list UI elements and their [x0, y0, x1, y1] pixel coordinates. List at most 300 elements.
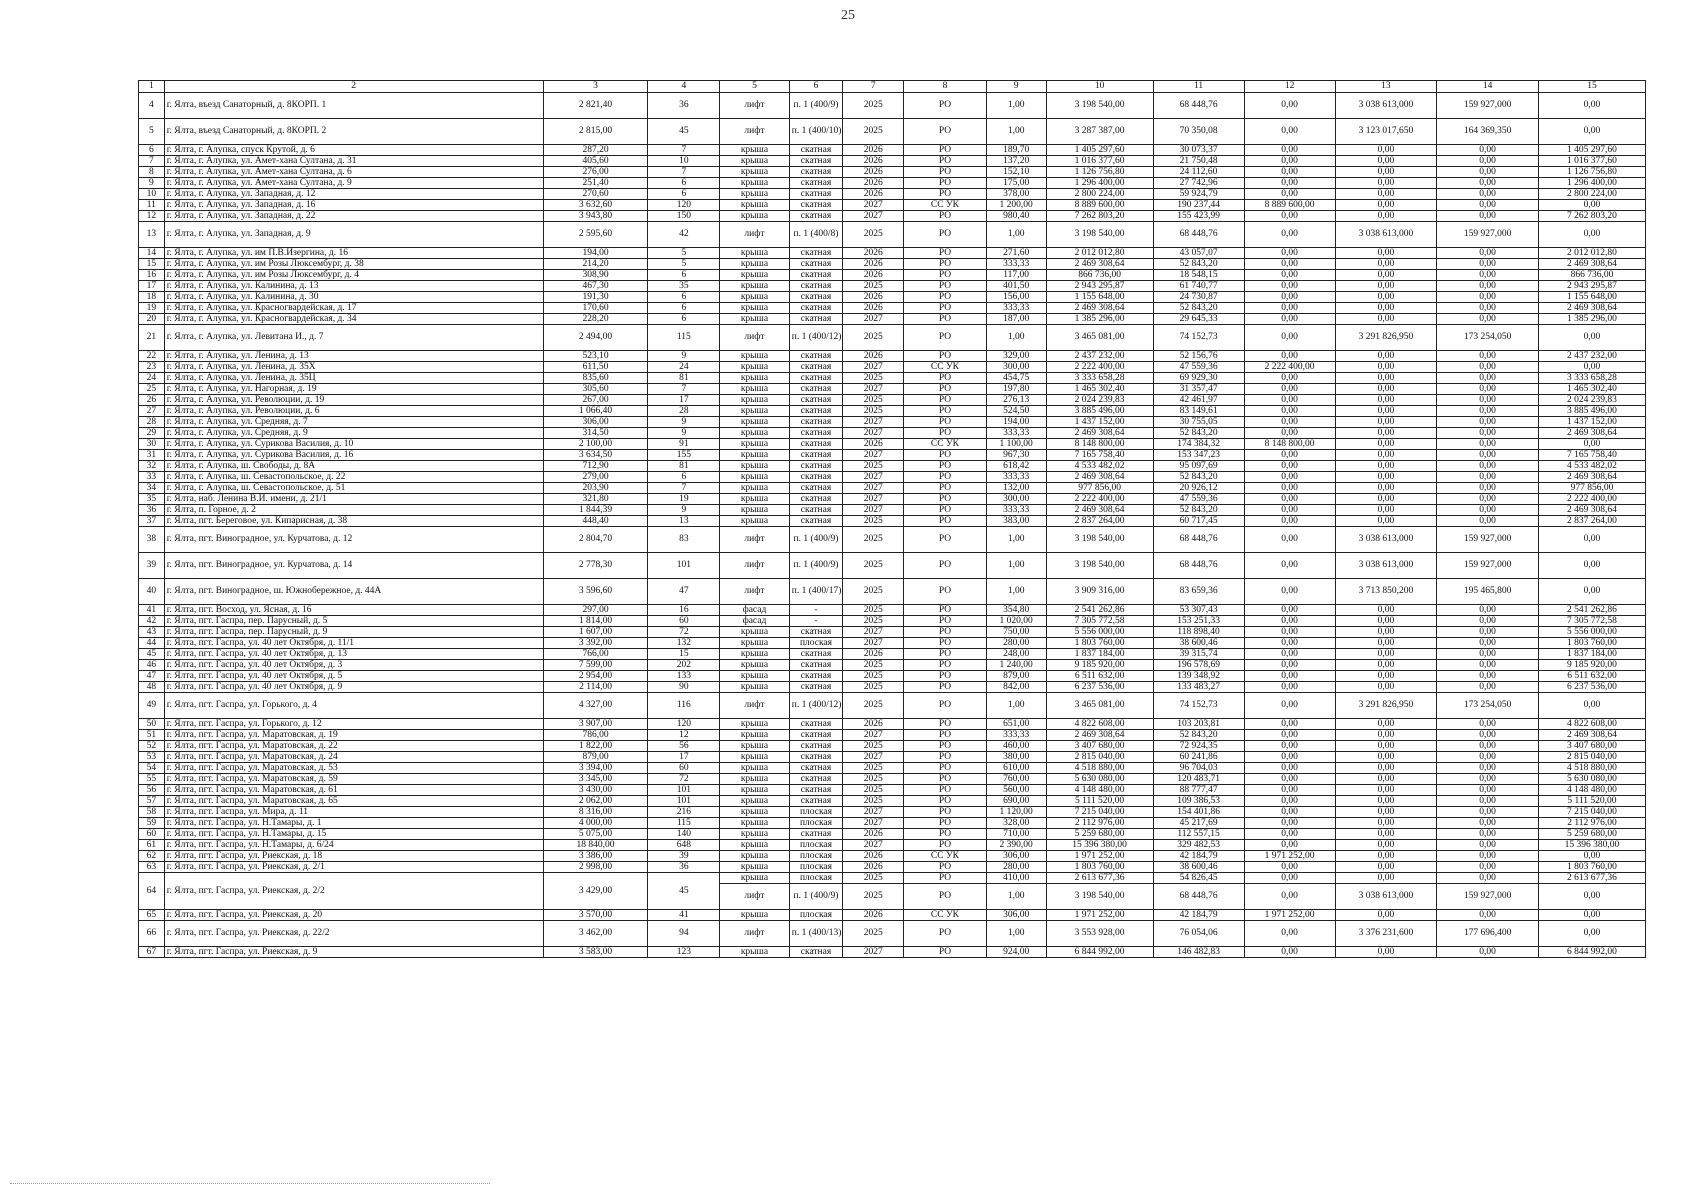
count-cell: 12 — [648, 730, 720, 741]
col-11-cell: 83 149,61 — [1153, 406, 1244, 417]
element-cell: крыша — [720, 178, 790, 189]
table-row — [139, 483, 1646, 494]
col-12-cell: 0,00 — [1244, 270, 1335, 281]
year-cell: 2025 — [843, 884, 904, 910]
col-14-cell: 0,00 — [1437, 671, 1539, 682]
col-12-cell: 0,00 — [1244, 417, 1335, 428]
type-cell: п. 1 (400/9) — [789, 527, 843, 553]
count-cell: 16 — [648, 605, 720, 616]
volume-cell: 924,00 — [986, 947, 1046, 958]
year-cell: 2026 — [843, 178, 904, 189]
total-cost-cell: 15 396 380,00 — [1046, 840, 1153, 851]
count-cell: 19 — [648, 494, 720, 505]
volume-cell: 271,60 — [986, 248, 1046, 259]
total-cost-cell: 2 469 308,64 — [1046, 472, 1153, 483]
element-cell: крыша — [720, 730, 790, 741]
col-11-cell: 153 251,33 — [1153, 616, 1244, 627]
source-cell: РО — [904, 616, 986, 627]
element-cell: крыша — [720, 384, 790, 395]
col-12-cell: 0,00 — [1244, 292, 1335, 303]
count-cell: 132 — [648, 638, 720, 649]
total-cost-cell: 2 469 308,64 — [1046, 730, 1153, 741]
area-cell: 191,30 — [543, 292, 648, 303]
type-cell: скатная — [789, 829, 843, 840]
area-cell: 1 822,00 — [543, 741, 648, 752]
year-cell: 2027 — [843, 840, 904, 851]
col-13-cell: 0,00 — [1335, 807, 1437, 818]
col-12-cell: 0,00 — [1244, 660, 1335, 671]
year-cell: 2027 — [843, 314, 904, 325]
type-cell: скатная — [789, 384, 843, 395]
col-11-cell: 70 350,08 — [1153, 119, 1244, 145]
address-cell: г. Ялта, г. Алупка, ул. Западная, д. 16 — [164, 200, 543, 211]
type-cell: скатная — [789, 248, 843, 259]
row-number-cell: 45 — [139, 649, 165, 660]
area-cell: 306,00 — [543, 417, 648, 428]
count-cell: 101 — [648, 796, 720, 807]
source-cell: РО — [904, 818, 986, 829]
col-15-cell: 0,00 — [1538, 527, 1645, 553]
source-cell: РО — [904, 472, 986, 483]
volume-cell: 137,20 — [986, 156, 1046, 167]
total-cost-cell: 866 736,00 — [1046, 270, 1153, 281]
volume-cell: 194,00 — [986, 417, 1046, 428]
col-15-cell: 2 012 012,80 — [1538, 248, 1645, 259]
element-cell: крыша — [720, 292, 790, 303]
count-cell: 13 — [648, 516, 720, 527]
source-cell: РО — [904, 167, 986, 178]
total-cost-cell: 8 889 600,00 — [1046, 200, 1153, 211]
count-cell: 9 — [648, 428, 720, 439]
count-cell: 115 — [648, 818, 720, 829]
area-cell: 2 595,60 — [543, 222, 648, 248]
count-cell: 9 — [648, 505, 720, 516]
year-cell: 2027 — [843, 807, 904, 818]
col-11-cell: 54 826,45 — [1153, 873, 1244, 884]
total-cost-cell: 1 465 302,40 — [1046, 384, 1153, 395]
total-cost-cell: 1 971 252,00 — [1046, 910, 1153, 921]
volume-cell: 1,00 — [986, 921, 1046, 947]
count-cell: 90 — [648, 682, 720, 693]
col-11-cell: 133 483,27 — [1153, 682, 1244, 693]
col-11-cell: 69 929,30 — [1153, 373, 1244, 384]
year-cell: 2027 — [843, 211, 904, 222]
col-11-cell: 21 750,48 — [1153, 156, 1244, 167]
row-number-cell: 57 — [139, 796, 165, 807]
row-number-cell: 18 — [139, 292, 165, 303]
area-cell: 3 345,00 — [543, 774, 648, 785]
col-11-cell: 52 843,20 — [1153, 472, 1244, 483]
volume-cell: 454,75 — [986, 373, 1046, 384]
col-15-cell: 2 613 677,36 — [1538, 873, 1645, 884]
col-12-cell: 0,00 — [1244, 281, 1335, 292]
total-cost-cell: 6 844 992,00 — [1046, 947, 1153, 958]
year-cell: 2027 — [843, 417, 904, 428]
area-cell: 448,40 — [543, 516, 648, 527]
col-14-cell: 0,00 — [1437, 270, 1539, 281]
row-number-cell: 65 — [139, 910, 165, 921]
address-cell: г. Ялта, г. Алупка, ул. Ленина, д. 35Х — [164, 362, 543, 373]
total-cost-cell: 3 465 081,00 — [1046, 325, 1153, 351]
col-11-cell: 118 898,40 — [1153, 627, 1244, 638]
col-14-cell: 0,00 — [1437, 384, 1539, 395]
col-14-cell: 0,00 — [1437, 178, 1539, 189]
table-row — [139, 527, 1646, 553]
type-cell: скатная — [789, 351, 843, 362]
table-row — [139, 605, 1646, 616]
table-row — [139, 351, 1646, 362]
col-12-cell: 0,00 — [1244, 248, 1335, 259]
col-13-cell: 0,00 — [1335, 178, 1437, 189]
source-cell: РО — [904, 921, 986, 947]
table-row — [139, 461, 1646, 472]
element-cell: крыша — [720, 796, 790, 807]
row-number-cell: 41 — [139, 605, 165, 616]
col-11-cell: 42 184,79 — [1153, 851, 1244, 862]
source-cell: РО — [904, 682, 986, 693]
col-11-cell: 72 924,35 — [1153, 741, 1244, 752]
row-number-cell: 63 — [139, 862, 165, 873]
type-cell: п. 1 (400/9) — [789, 884, 843, 910]
column-number-header: 15 — [1538, 81, 1645, 93]
type-cell: плоская — [789, 638, 843, 649]
area-cell: 2 494,00 — [543, 325, 648, 351]
col-13-cell: 3 038 613,000 — [1335, 553, 1437, 579]
table-row — [139, 818, 1646, 829]
volume-cell: 1,00 — [986, 884, 1046, 910]
total-cost-cell: 1 155 648,00 — [1046, 292, 1153, 303]
area-cell: 314,50 — [543, 428, 648, 439]
count-cell: 6 — [648, 292, 720, 303]
volume-cell: 401,50 — [986, 281, 1046, 292]
col-14-cell: 0,00 — [1437, 156, 1539, 167]
col-11-cell: 174 384,32 — [1153, 439, 1244, 450]
element-cell: крыша — [720, 281, 790, 292]
total-cost-cell: 2 469 308,64 — [1046, 428, 1153, 439]
col-13-cell: 0,00 — [1335, 167, 1437, 178]
volume-cell: 197,80 — [986, 384, 1046, 395]
area-cell: 1 066,40 — [543, 406, 648, 417]
col-15-cell: 0,00 — [1538, 884, 1645, 910]
year-cell: 2025 — [843, 325, 904, 351]
address-cell: г. Ялта, п. Горное, д. 2 — [164, 505, 543, 516]
year-cell: 2025 — [843, 579, 904, 605]
row-number-cell: 7 — [139, 156, 165, 167]
col-12-cell: 0,00 — [1244, 921, 1335, 947]
col-12-cell: 0,00 — [1244, 638, 1335, 649]
area-cell: 5 075,00 — [543, 829, 648, 840]
col-13-cell: 3 123 017,650 — [1335, 119, 1437, 145]
col-13-cell: 0,00 — [1335, 417, 1437, 428]
col-11-cell: 139 348,92 — [1153, 671, 1244, 682]
col-14-cell: 0,00 — [1437, 829, 1539, 840]
column-number-header: 4 — [648, 81, 720, 93]
col-11-cell: 31 357,47 — [1153, 384, 1244, 395]
scan-artifact-line — [10, 1183, 490, 1184]
address-cell: г. Ялта, г. Алупка, ул. Революции, д. 6 — [164, 406, 543, 417]
col-14-cell: 0,00 — [1437, 660, 1539, 671]
count-cell: 155 — [648, 450, 720, 461]
year-cell: 2027 — [843, 730, 904, 741]
area-cell: 297,00 — [543, 605, 648, 616]
col-12-cell: 0,00 — [1244, 840, 1335, 851]
total-cost-cell: 2 112 976,00 — [1046, 818, 1153, 829]
total-cost-cell: 3 909 316,00 — [1046, 579, 1153, 605]
total-cost-cell: 3 198 540,00 — [1046, 527, 1153, 553]
row-number-cell: 33 — [139, 472, 165, 483]
total-cost-cell: 1 405 297,60 — [1046, 145, 1153, 156]
element-cell: крыша — [720, 671, 790, 682]
col-15-cell: 2 800 224,00 — [1538, 189, 1645, 200]
address-cell: г. Ялта, пгт. Виноградное, ул. Курчатова, д. 14 — [164, 553, 543, 579]
col-14-cell: 177 696,400 — [1437, 921, 1539, 947]
col-13-cell: 0,00 — [1335, 649, 1437, 660]
type-cell: скатная — [789, 303, 843, 314]
column-number-header: 8 — [904, 81, 986, 93]
source-cell: РО — [904, 494, 986, 505]
row-number-cell: 15 — [139, 259, 165, 270]
volume-cell: 354,80 — [986, 605, 1046, 616]
count-cell: 6 — [648, 270, 720, 281]
col-15-cell: 2 943 295,87 — [1538, 281, 1645, 292]
count-cell: 101 — [648, 785, 720, 796]
count-cell: 15 — [648, 649, 720, 660]
col-15-cell: 977 856,00 — [1538, 483, 1645, 494]
col-14-cell: 195 465,800 — [1437, 579, 1539, 605]
row-number-cell: 31 — [139, 450, 165, 461]
col-15-cell: 1 126 756,80 — [1538, 167, 1645, 178]
col-15-cell: 2 837 264,00 — [1538, 516, 1645, 527]
element-cell: крыша — [720, 450, 790, 461]
volume-cell: 328,00 — [986, 818, 1046, 829]
col-13-cell: 0,00 — [1335, 605, 1437, 616]
address-cell: г. Ялта, г. Алупка, ш. Севастопольское, д. 51 — [164, 483, 543, 494]
col-13-cell: 0,00 — [1335, 627, 1437, 638]
col-14-cell: 0,00 — [1437, 730, 1539, 741]
table-row — [139, 638, 1646, 649]
element-cell: крыша — [720, 947, 790, 958]
col-12-cell: 0,00 — [1244, 428, 1335, 439]
address-cell: г. Ялта, въезд Санаторный, д. 8КОРП. 1 — [164, 93, 543, 119]
col-13-cell: 0,00 — [1335, 796, 1437, 807]
col-11-cell: 96 704,03 — [1153, 763, 1244, 774]
col-13-cell: 0,00 — [1335, 384, 1437, 395]
col-13-cell: 0,00 — [1335, 752, 1437, 763]
col-11-cell: 24 730,87 — [1153, 292, 1244, 303]
area-cell: 2 954,00 — [543, 671, 648, 682]
row-number-cell: 4 — [139, 93, 165, 119]
source-cell: РО — [904, 450, 986, 461]
address-cell: г. Ялта, г. Алупка, ул. Нагорная, д. 19 — [164, 384, 543, 395]
col-15-cell: 2 469 308,64 — [1538, 259, 1645, 270]
source-cell: РО — [904, 156, 986, 167]
address-cell: г. Ялта, пгт. Гаспра, ул. 40 лет Октября, д. 13 — [164, 649, 543, 660]
col-12-cell: 0,00 — [1244, 829, 1335, 840]
element-cell: крыша — [720, 818, 790, 829]
col-11-cell: 88 777,47 — [1153, 785, 1244, 796]
address-cell: г. Ялта, г. Алупка, ш. Свободы, д. 8А — [164, 461, 543, 472]
total-cost-cell: 3 333 658,28 — [1046, 373, 1153, 384]
col-13-cell: 0,00 — [1335, 862, 1437, 873]
area-cell: 279,00 — [543, 472, 648, 483]
address-cell: г. Ялта, пгт. Гаспра, ул. Риекская, д. 9 — [164, 947, 543, 958]
area-cell: 3 596,60 — [543, 579, 648, 605]
address-cell: г. Ялта, г. Алупка, спуск Крутой, д. 6 — [164, 145, 543, 156]
col-15-cell: 1 016 377,60 — [1538, 156, 1645, 167]
col-13-cell: 0,00 — [1335, 730, 1437, 741]
area-cell: 835,60 — [543, 373, 648, 384]
col-15-cell: 2 437 232,00 — [1538, 351, 1645, 362]
table-row — [139, 616, 1646, 627]
total-cost-cell: 6 237 536,00 — [1046, 682, 1153, 693]
source-cell: РО — [904, 605, 986, 616]
address-cell: г. Ялта, г. Алупка, ул. Сурикова Василия, д. 10 — [164, 439, 543, 450]
volume-cell: 560,00 — [986, 785, 1046, 796]
row-number-cell: 27 — [139, 406, 165, 417]
total-cost-cell: 3 198 540,00 — [1046, 553, 1153, 579]
col-13-cell: 0,00 — [1335, 428, 1437, 439]
table-row — [139, 494, 1646, 505]
col-14-cell: 0,00 — [1437, 752, 1539, 763]
col-12-cell: 0,00 — [1244, 605, 1335, 616]
element-cell: крыша — [720, 395, 790, 406]
address-cell: г. Ялта, пгт. Гаспра, ул. Маратовская, д. 61 — [164, 785, 543, 796]
col-13-cell: 0,00 — [1335, 281, 1437, 292]
total-cost-cell: 1 437 152,00 — [1046, 417, 1153, 428]
element-cell: крыша — [720, 167, 790, 178]
col-15-cell: 5 111 520,00 — [1538, 796, 1645, 807]
row-number-cell: 19 — [139, 303, 165, 314]
volume-cell: 410,00 — [986, 873, 1046, 884]
source-cell: СС УК — [904, 439, 986, 450]
col-11-cell: 52 843,20 — [1153, 259, 1244, 270]
col-13-cell: 3 713 850,200 — [1335, 579, 1437, 605]
element-cell: крыша — [720, 627, 790, 638]
col-14-cell: 0,00 — [1437, 947, 1539, 958]
address-cell: г. Ялта, пгт. Гаспра, ул. Мира, д. 11 — [164, 807, 543, 818]
element-cell: лифт — [720, 921, 790, 947]
col-12-cell: 0,00 — [1244, 796, 1335, 807]
address-cell: г. Ялта, пгт. Виноградное, ш. Южнобережное, д. 44А — [164, 579, 543, 605]
col-14-cell: 0,00 — [1437, 719, 1539, 730]
col-13-cell: 0,00 — [1335, 270, 1437, 281]
row-number-cell: 62 — [139, 851, 165, 862]
col-13-cell: 0,00 — [1335, 362, 1437, 373]
col-14-cell: 0,00 — [1437, 189, 1539, 200]
total-cost-cell: 2 837 264,00 — [1046, 516, 1153, 527]
count-cell: 56 — [648, 741, 720, 752]
type-cell: плоская — [789, 840, 843, 851]
document-table-wrapper — [138, 80, 1646, 958]
col-12-cell: 0,00 — [1244, 873, 1335, 884]
volume-cell: 1 120,00 — [986, 807, 1046, 818]
element-cell: крыша — [720, 314, 790, 325]
year-cell: 2026 — [843, 248, 904, 259]
col-14-cell: 0,00 — [1437, 428, 1539, 439]
year-cell: 2025 — [843, 553, 904, 579]
col-13-cell: 0,00 — [1335, 303, 1437, 314]
col-13-cell: 0,00 — [1335, 505, 1437, 516]
col-14-cell: 0,00 — [1437, 439, 1539, 450]
volume-cell: 187,00 — [986, 314, 1046, 325]
table-row — [139, 384, 1646, 395]
count-cell: 9 — [648, 351, 720, 362]
col-11-cell: 43 057,07 — [1153, 248, 1244, 259]
row-number-cell: 24 — [139, 373, 165, 384]
col-15-cell: 6 511 632,00 — [1538, 671, 1645, 682]
table-row — [139, 873, 1646, 884]
total-cost-cell: 7 262 803,20 — [1046, 211, 1153, 222]
col-15-cell: 1 803 760,00 — [1538, 862, 1645, 873]
col-13-cell: 0,00 — [1335, 483, 1437, 494]
type-cell: скатная — [789, 259, 843, 270]
type-cell: скатная — [789, 505, 843, 516]
column-number-header: 7 — [843, 81, 904, 93]
total-cost-cell: 1 803 760,00 — [1046, 638, 1153, 649]
address-cell: г. Ялта, пгт. Гаспра, ул. 40 лет Октября, д. 11/1 — [164, 638, 543, 649]
year-cell: 2026 — [843, 292, 904, 303]
col-15-cell: 0,00 — [1538, 910, 1645, 921]
col-12-cell: 0,00 — [1244, 579, 1335, 605]
type-cell: скатная — [789, 516, 843, 527]
type-cell: плоская — [789, 910, 843, 921]
row-number-cell: 8 — [139, 167, 165, 178]
table-row — [139, 189, 1646, 200]
count-cell: 72 — [648, 627, 720, 638]
total-cost-cell: 3 553 928,00 — [1046, 921, 1153, 947]
volume-cell: 1,00 — [986, 325, 1046, 351]
address-cell: г. Ялта, пгт. Гаспра, ул. Риекская, д. 2/2 — [164, 873, 543, 910]
col-13-cell: 0,00 — [1335, 450, 1437, 461]
col-15-cell: 0,00 — [1538, 579, 1645, 605]
type-cell: скатная — [789, 167, 843, 178]
source-cell: СС УК — [904, 910, 986, 921]
col-15-cell: 1 385 296,00 — [1538, 314, 1645, 325]
total-cost-cell: 3 885 496,00 — [1046, 406, 1153, 417]
row-number-cell: 22 — [139, 351, 165, 362]
count-cell: 202 — [648, 660, 720, 671]
col-14-cell: 0,00 — [1437, 910, 1539, 921]
count-cell: 7 — [648, 145, 720, 156]
table-row — [139, 660, 1646, 671]
address-cell: г. Ялта, г. Алупка, ул. Средняя, д. 7 — [164, 417, 543, 428]
total-cost-cell: 1 385 296,00 — [1046, 314, 1153, 325]
col-14-cell: 173 254,050 — [1437, 325, 1539, 351]
element-cell: крыша — [720, 156, 790, 167]
col-11-cell: 153 347,23 — [1153, 450, 1244, 461]
address-cell: г. Ялта, пгт. Гаспра, ул. Маратовская, д. 65 — [164, 796, 543, 807]
col-11-cell: 146 482,83 — [1153, 947, 1244, 958]
total-cost-cell: 3 198 540,00 — [1046, 222, 1153, 248]
count-cell: 41 — [648, 910, 720, 921]
col-13-cell: 0,00 — [1335, 682, 1437, 693]
year-cell: 2027 — [843, 428, 904, 439]
col-14-cell: 0,00 — [1437, 616, 1539, 627]
source-cell: РО — [904, 527, 986, 553]
col-11-cell: 30 073,37 — [1153, 145, 1244, 156]
volume-cell: 690,00 — [986, 796, 1046, 807]
element-cell: крыша — [720, 774, 790, 785]
type-cell: скатная — [789, 785, 843, 796]
col-11-cell: 52 156,76 — [1153, 351, 1244, 362]
total-cost-cell: 3 287 387,00 — [1046, 119, 1153, 145]
col-15-cell: 6 844 992,00 — [1538, 947, 1645, 958]
col-12-cell: 0,00 — [1244, 947, 1335, 958]
volume-cell: 152,10 — [986, 167, 1046, 178]
row-number-cell: 59 — [139, 818, 165, 829]
col-13-cell: 0,00 — [1335, 638, 1437, 649]
col-11-cell: 190 237,44 — [1153, 200, 1244, 211]
